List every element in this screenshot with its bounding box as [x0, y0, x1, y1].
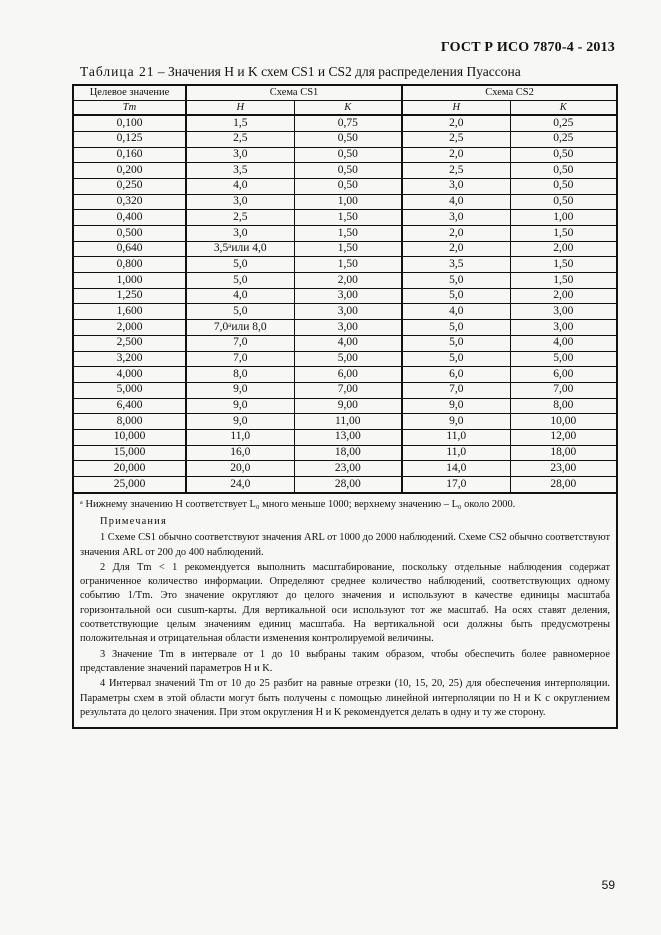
cell-cs1-h: 4,0: [186, 178, 294, 194]
cell-cs2-h: 2,0: [402, 241, 510, 257]
cell-cs2-k: 0,50: [510, 194, 616, 210]
caption-text: – Значения H и K схем CS1 и CS2 для распределения Пуассона: [154, 64, 521, 79]
cell-cs1-h: 7,0: [186, 351, 294, 367]
notes-block: [74, 493, 616, 727]
cell-cs2-h: 11,0: [402, 445, 510, 461]
cell-cs1-h: 3,0: [186, 226, 294, 242]
document-header: ГОСТ Р ИСО 7870-4 - 2013: [440, 40, 615, 55]
cell-cs1-k: 18,00: [294, 445, 402, 461]
cell-cs2-k: 1,50: [510, 273, 616, 289]
table-row: [74, 351, 616, 367]
cell-target: 6,400: [74, 398, 186, 414]
cell-cs2-h: 7,0: [402, 382, 510, 398]
header-scheme-cs1: Схема CS1: [186, 86, 402, 100]
table-row: [74, 335, 616, 351]
cell-cs1-h: 9,0: [186, 398, 294, 414]
table-row: [74, 241, 616, 257]
cell-cs2-k: 2,00: [510, 288, 616, 304]
note-1: 1 Схеме CS1 обычно соответствуют значения ARL от 1000 до 2000 наблюдений. Схеме CS2 обычно соответствуют значения ARL от 200 до 400 наблюдений.: [80, 532, 610, 558]
note-3: 3 Значение Tm в интервале от 1 до 10 выбраны таким образом, чтобы обеспечить более равномерное представление значений параметров H и K.: [80, 648, 610, 674]
table-caption: [80, 64, 521, 80]
cell-cs2-h: 2,0: [402, 115, 510, 131]
cell-cs1-h: 7,0: [186, 335, 294, 351]
cell-cs1-h: 20,0: [186, 461, 294, 477]
cell-target: 8,000: [74, 414, 186, 430]
notes-title: Примечания: [100, 515, 167, 527]
cell-cs1-h: 24,0: [186, 477, 294, 493]
cell-target: 4,000: [74, 367, 186, 383]
cell-cs1-k: 1,50: [294, 226, 402, 242]
cell-cs1-k: 1,50: [294, 210, 402, 226]
table-row: [74, 147, 616, 163]
header-scheme-cs2: Схема CS2: [402, 86, 616, 100]
cell-cs1-k: 0,50: [294, 178, 402, 194]
cell-cs2-h: 9,0: [402, 414, 510, 430]
cell-cs2-h: 6,0: [402, 367, 510, 383]
cell-target: 2,500: [74, 335, 186, 351]
note-4: 4 Интервал значений Tm от 10 до 25 разбит на равные отрезки (10, 15, 20, 25) для обеспечения интерполяции. Параметры схем в этой области могут быть получены с помощью линейной интерполяции по H и K с округлением результата до целого значения. При этом округления H и K рекомендуется делать в одну и ту же сторону.: [80, 678, 610, 718]
cell-cs2-k: 23,00: [510, 461, 616, 477]
table-row: [74, 131, 616, 147]
cell-cs1-h: 5,0: [186, 273, 294, 289]
cell-cs1-k: 28,00: [294, 477, 402, 493]
cell-cs2-h: 4,0: [402, 194, 510, 210]
cell-target: 0,640: [74, 241, 186, 257]
cell-cs1-h: 7,0ᵃили 8,0: [186, 320, 294, 336]
cell-cs2-h: 14,0: [402, 461, 510, 477]
cell-cs2-h: 5,0: [402, 351, 510, 367]
cell-cs1-h: 3,5: [186, 163, 294, 179]
cell-cs2-h: 3,0: [402, 178, 510, 194]
cell-cs2-k: 5,00: [510, 351, 616, 367]
cell-target: 0,125: [74, 131, 186, 147]
cell-target: 0,250: [74, 178, 186, 194]
table-row: [74, 320, 616, 336]
table-row: [74, 257, 616, 273]
cell-cs1-h: 8,0: [186, 367, 294, 383]
cell-cs2-k: 1,00: [510, 210, 616, 226]
table-row: [74, 163, 616, 179]
cell-cs2-k: 12,00: [510, 429, 616, 445]
cell-cs1-k: 23,00: [294, 461, 402, 477]
cell-cs1-h: 9,0: [186, 414, 294, 430]
cell-cs2-k: 8,00: [510, 398, 616, 414]
cell-cs1-k: 4,00: [294, 335, 402, 351]
cell-cs2-k: 1,50: [510, 257, 616, 273]
cell-cs1-h: 4,0: [186, 288, 294, 304]
cell-cs2-h: 2,0: [402, 226, 510, 242]
cell-cs1-h: 11,0: [186, 429, 294, 445]
cell-cs1-h: 5,0: [186, 257, 294, 273]
header-target: Целевое значение: [74, 86, 186, 100]
table-body: [74, 115, 616, 492]
header-target-symbol: Tm: [74, 100, 186, 115]
cell-cs1-h: 1,5: [186, 115, 294, 131]
header-cs1-h: H: [186, 100, 294, 115]
cell-cs1-k: 3,00: [294, 304, 402, 320]
cell-cs2-h: 17,0: [402, 477, 510, 493]
cell-cs1-k: 3,00: [294, 288, 402, 304]
cell-cs2-h: 11,0: [402, 429, 510, 445]
cell-cs1-k: 0,75: [294, 115, 402, 131]
cell-cs1-h: 9,0: [186, 382, 294, 398]
cell-cs2-k: 6,00: [510, 367, 616, 383]
cell-cs2-k: 0,25: [510, 115, 616, 131]
cell-target: 0,200: [74, 163, 186, 179]
cell-cs2-k: 0,50: [510, 147, 616, 163]
cell-cs1-k: 0,50: [294, 147, 402, 163]
table-row: [74, 477, 616, 493]
cell-target: 0,320: [74, 194, 186, 210]
cell-target: 1,000: [74, 273, 186, 289]
cell-cs1-k: 7,00: [294, 382, 402, 398]
cell-target: 0,500: [74, 226, 186, 242]
page-number: 59: [601, 878, 615, 892]
table-row: [74, 194, 616, 210]
table-frame: [72, 84, 618, 729]
cell-cs2-h: 2,5: [402, 163, 510, 179]
header-cs2-h: H: [402, 100, 510, 115]
table-row: [74, 115, 616, 131]
cell-cs1-k: 13,00: [294, 429, 402, 445]
table-row: [74, 461, 616, 477]
header-cs1-k: K: [294, 100, 402, 115]
cell-cs1-h: 16,0: [186, 445, 294, 461]
cell-cs2-h: 5,0: [402, 335, 510, 351]
table-row: [74, 226, 616, 242]
values-table: [74, 86, 616, 493]
cell-cs2-h: 5,0: [402, 320, 510, 336]
cell-target: 20,000: [74, 461, 186, 477]
table-row: [74, 273, 616, 289]
table-row: [74, 429, 616, 445]
cell-cs2-h: 3,0: [402, 210, 510, 226]
cell-cs2-h: 9,0: [402, 398, 510, 414]
table-row: [74, 367, 616, 383]
cell-cs1-k: 1,50: [294, 257, 402, 273]
cell-target: 25,000: [74, 477, 186, 493]
cell-cs1-k: 0,50: [294, 131, 402, 147]
table-footnote: ᵃ Нижнему значению H соответствует L₀ много меньше 1000; верхнему значению – L₀ около 2000.: [80, 498, 516, 510]
cell-target: 1,250: [74, 288, 186, 304]
cell-cs1-k: 11,00: [294, 414, 402, 430]
cell-target: 0,400: [74, 210, 186, 226]
cell-cs1-h: 2,5: [186, 131, 294, 147]
cell-cs1-h: 3,0: [186, 194, 294, 210]
cell-cs1-k: 2,00: [294, 273, 402, 289]
cell-cs2-k: 4,00: [510, 335, 616, 351]
cell-cs1-k: 5,00: [294, 351, 402, 367]
table-row: [74, 288, 616, 304]
cell-cs2-h: 4,0: [402, 304, 510, 320]
cell-cs1-k: 3,00: [294, 320, 402, 336]
cell-cs2-k: 10,00: [510, 414, 616, 430]
cell-cs2-k: 1,50: [510, 226, 616, 242]
cell-cs2-h: 2,5: [402, 131, 510, 147]
cell-cs1-k: 9,00: [294, 398, 402, 414]
cell-cs2-k: 3,00: [510, 304, 616, 320]
cell-cs1-k: 1,00: [294, 194, 402, 210]
cell-cs1-k: 1,50: [294, 241, 402, 257]
cell-target: 3,200: [74, 351, 186, 367]
cell-target: 15,000: [74, 445, 186, 461]
cell-cs1-k: 0,50: [294, 163, 402, 179]
table-row: [74, 210, 616, 226]
cell-cs2-h: 5,0: [402, 288, 510, 304]
note-2: 2 Для Tm < 1 рекомендуется выполнить масштабирование, поскольку отдельные наблюдения содержат ограниченное количество информации. Определяют среднее количество наблюдений, соответствующих одному событию 1/Tm. Это значение округляют до целого значения и используют в качестве единицы масштаба горизонтальной оси cusum-карты. Для вертикальной оси используют тот же масштаб. На осях ставят деления, соответствующие целым значениям единиц масштаба. На вертикальной оси должны быть предусмотрены положительная и отрицательная области изменения контролируемой величины.: [80, 561, 610, 645]
cell-cs1-h: 3,0: [186, 147, 294, 163]
table-row: [74, 398, 616, 414]
cell-cs1-h: 3,5ᵃили 4,0: [186, 241, 294, 257]
cell-target: 10,000: [74, 429, 186, 445]
cell-target: 0,160: [74, 147, 186, 163]
cell-cs2-h: 2,0: [402, 147, 510, 163]
cell-cs2-k: 0,50: [510, 178, 616, 194]
cell-cs2-k: 2,00: [510, 241, 616, 257]
cell-target: 0,800: [74, 257, 186, 273]
cell-cs2-k: 7,00: [510, 382, 616, 398]
cell-cs2-k: 3,00: [510, 320, 616, 336]
cell-cs1-k: 6,00: [294, 367, 402, 383]
caption-label: Таблица 21: [80, 64, 155, 79]
cell-cs2-k: 28,00: [510, 477, 616, 493]
cell-cs1-h: 2,5: [186, 210, 294, 226]
table-row: [74, 414, 616, 430]
cell-cs2-k: 0,25: [510, 131, 616, 147]
table-row: [74, 382, 616, 398]
cell-target: 2,000: [74, 320, 186, 336]
cell-cs2-k: 18,00: [510, 445, 616, 461]
cell-target: 5,000: [74, 382, 186, 398]
cell-target: 1,600: [74, 304, 186, 320]
cell-cs2-h: 5,0: [402, 273, 510, 289]
table-row: [74, 445, 616, 461]
cell-cs2-k: 0,50: [510, 163, 616, 179]
table-row: [74, 304, 616, 320]
header-cs2-k: K: [510, 100, 616, 115]
cell-target: 0,100: [74, 115, 186, 131]
cell-cs1-h: 5,0: [186, 304, 294, 320]
cell-cs2-h: 3,5: [402, 257, 510, 273]
table-row: [74, 178, 616, 194]
